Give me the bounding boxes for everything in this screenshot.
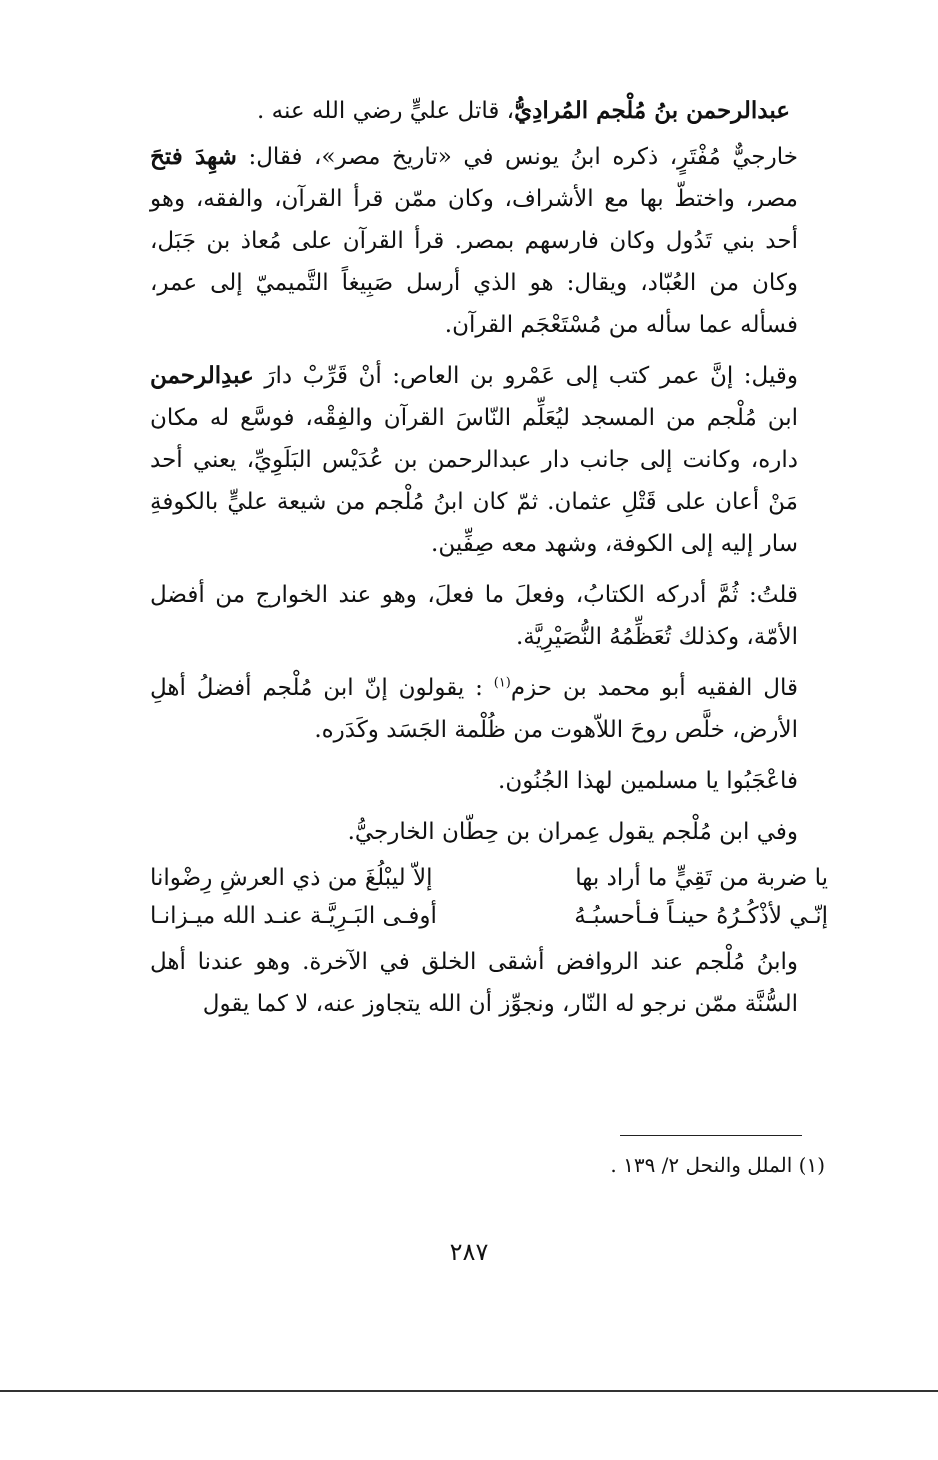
verse-line — [150, 859, 828, 897]
paragraph-3: قلتُ: ثُمَّ أدركه الكتابُ، وفعلَ ما فعلَ، وهو عند الخوارج من أفضل الأمّة، وكذلك تُعَظِّمُهُ النُّصَيْرِيَّة. — [150, 582, 798, 650]
footnote-divider — [620, 1135, 802, 1136]
footnote-reference[interactable]: (١) — [493, 675, 511, 691]
verse-line — [150, 897, 828, 935]
poem-verses — [150, 859, 828, 935]
verse-second-hemistich: إلاّ ليبْلُغَ من ذي العرشِ رِضْوانا — [150, 865, 433, 891]
paragraph-4-after: : يقولون إنّ ابن مُلْجم أفضلُ أهلِ الأرض، خلَّص روحَ اللاّهوت من ظُلْمة الجَسَد وكَدَره. — [150, 675, 798, 743]
paragraph-1-bold: شهِدَ فتحَ — [150, 143, 237, 170]
entry-name: عبدالرحمن بنُ مُلْجم المُرادِيُّ — [514, 97, 790, 124]
entry-heading — [150, 90, 828, 132]
page-bottom-edge — [0, 1390, 938, 1392]
footnote: (١) الملل والنحل ٢/ ١٣٩ . — [610, 1153, 825, 1177]
main-text — [150, 90, 828, 1025]
paragraph-2-rest: ابن مُلْجم من المسجد ليُعَلِّم النّاسَ القرآن والفِقْه، فوسَّع له مكان داره، وكانت إلى جانب دار عبدالرحمن بن عُدَيْس البَلَوِيِّ، يعني أحد مَنْ أعان على قَتْلِ عثمان. ثمّ كان ابنُ مُلْجم من شيعة عليٍّ بالكوفةِ سار إليه إلى الكوفة، وشهد معه صِفِّين. — [150, 405, 798, 557]
paragraph-1-rest: مصر، واختطّ بها مع الأشراف، وكان ممّن قرأ القرآن، والفقه، وهو أحد بني تَدُول وكان فارسهم بمصر. قرأ القرآن على مُعاذ بن جَبَل، وكان من العُبّاد، ويقال: هو الذي أرسل صَبِيغاً التَّميميّ إلى عمر، فسأله عما سأله من مُسْتَعْجَم القرآن. — [150, 186, 798, 338]
paragraph-2-text: وقيل: إنَّ عمر كتب إلى عَمْرو بن العاص: أنْ قَرِّبْ دارَ — [253, 363, 798, 389]
paragraph-6: وفي ابن مُلْجم يقول عِمران بن حِطّان الخارجيُّ. — [347, 819, 798, 845]
paragraph-2-bold: عبدِالرحمن — [150, 362, 254, 389]
paragraph-4 — [150, 667, 828, 751]
verse-second-hemistich: أوفـى البَـرِيَّـة عنـد الله ميـزانـا — [150, 903, 437, 929]
verse-first-hemistich: يا ضربة من تَقِيٍّ ما أراد بها — [575, 865, 828, 891]
paragraph-1-text: خارجيٌّ مُفْتَرٍ، ذكره ابنُ يونس في «تاريخ مصر»، فقال: — [236, 144, 798, 170]
paragraph-2 — [150, 355, 828, 565]
entry-heading-rest: ، قاتل عليٍّ رضي الله عنه . — [257, 98, 515, 124]
verse-first-hemistich: إنّـي لأذْكُـرُهُ حينـاً فـأحسبُـهُ — [574, 903, 828, 929]
page-number: ٢٨٧ — [449, 1238, 489, 1266]
paragraph-7: وابنُ مُلْجم عند الروافض أشقى الخلق في الآخرة. وهو عندنا أهل السُّنَّة ممّن نرجو له النّار، ونجوِّز أن الله يتجاوز عنه، لا كما يقول — [150, 949, 798, 1017]
paragraph-5: فاعْجَبُوا يا مسلمين لهذا الجُنُون. — [498, 768, 798, 794]
paragraph-1 — [150, 136, 828, 346]
paragraph-4-before: قال الفقيه أبو محمد بن حزم — [510, 675, 798, 701]
